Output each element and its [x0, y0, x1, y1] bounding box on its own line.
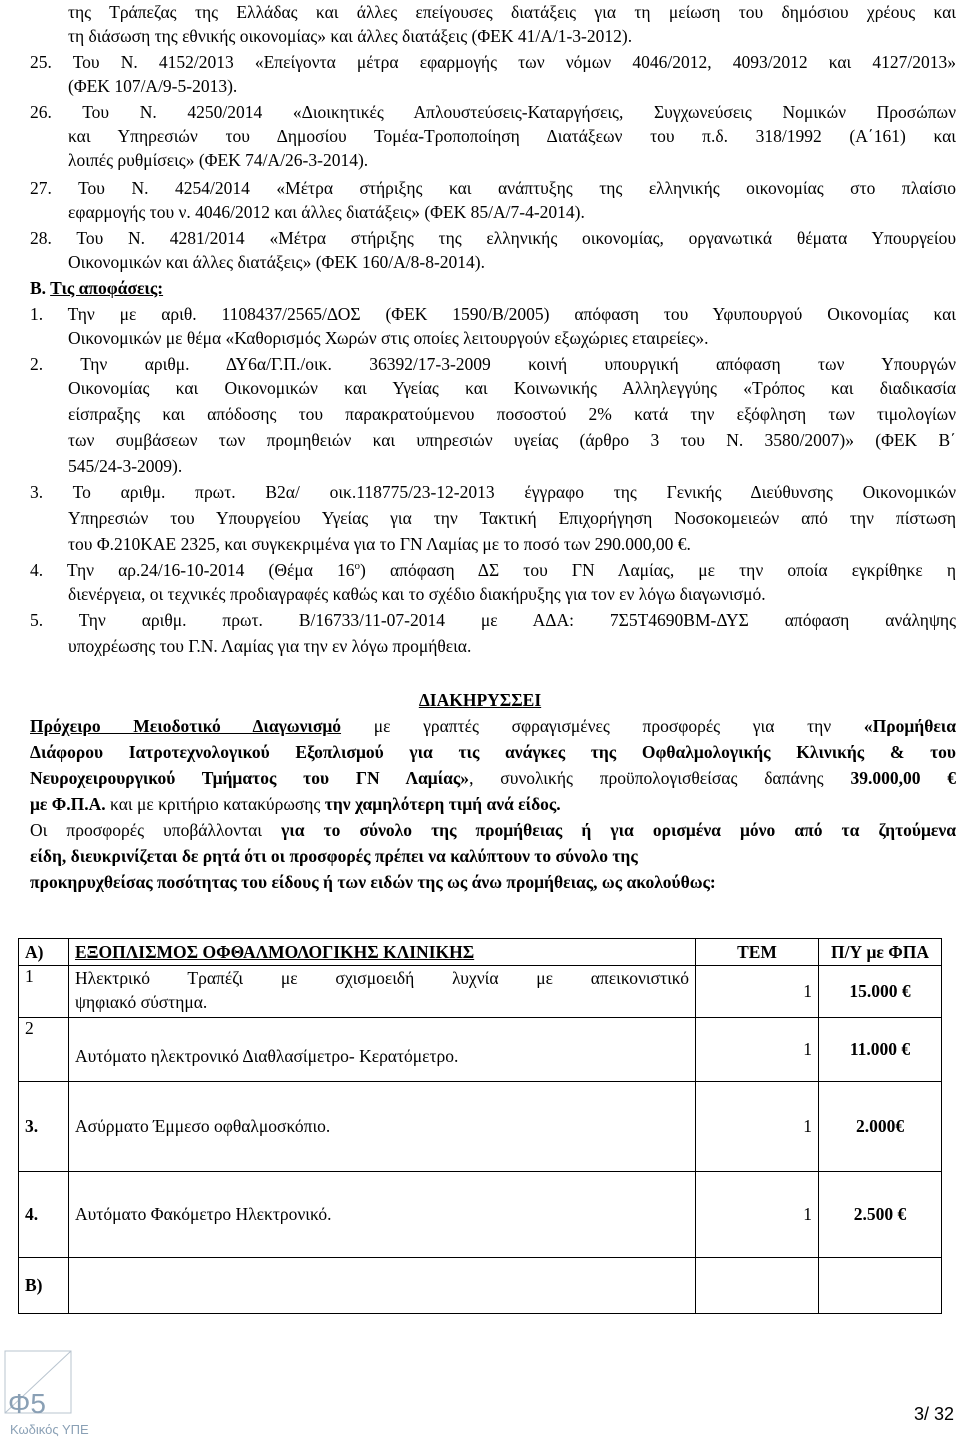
text-line: διενέργεια, οι τεχνικές προδιαγραφές καθώς και το σχέδιο διακήρυξης για τον εν λόγω διαγωνισμό. [68, 584, 766, 604]
row-price: 11.000 € [819, 1018, 942, 1082]
table-row [19, 1172, 942, 1258]
text-segment: , συνολικής προϋπολογισθείσας δαπάνης [469, 768, 851, 788]
header-cell: ΕΞΟΠΛΙΣΜΟΣ ΟΦΘΑΛΜΟΛΟΓΙΚΗΣ ΚΛΙΝΙΚΗΣ [69, 939, 696, 966]
row-price: 2.500 € [819, 1172, 942, 1258]
text-segment: 39.000,00 € [850, 768, 957, 788]
declaration-para [30, 766, 956, 790]
row-description: Ασύρματο Έμμεσο οφθαλμοσκόπιο. [69, 1082, 696, 1172]
text-segment: με Φ.Π.Α. [30, 794, 106, 814]
page-number: 3/ 32 [913, 1404, 954, 1424]
text-segment: «Προμήθεια [863, 716, 956, 736]
text-line: των συμβάσεων των προμηθειών και υπηρεσιών υγείας (άρθρο 3 του Ν. 3580/2007)» (ΦΕΚ Β΄ [68, 430, 956, 450]
text-line: Οικονομίας και Οικονομικών και Υγείας και Κοινωνικής Αλληλεγγύης «Τρόπος και διαδικασία [68, 378, 956, 398]
text-line: Υπηρεσιών του Υπουργείου Υγείας για την Τακτική Επιχορήγηση Νοσοκομειεών από την πίστωση [68, 508, 956, 528]
description-line: Ηλεκτρικό Τραπέζι με σχισμοειδή λυχνία με απεικονιστικό [75, 968, 689, 988]
row-description: Αυτόματο ηλεκτρονικό Διαθλασίμετρο- Κερατόμετρο. [69, 1018, 696, 1082]
header-cell: ΤΕΜ [696, 939, 819, 966]
table-row [19, 966, 942, 1018]
text-line: εφαρμογής του ν. 4046/2012 και άλλες διατάξεις» (ΦΕΚ 85/Α/7-4-2014). [68, 202, 585, 222]
decision-item-3: 3. Το αριθμ. πρωτ. Β2α/ οικ.118775/23-12-2013 έγγραφο της Γενικής Διεύθυνσης Οικονομικών [30, 482, 956, 502]
header-cell: Π/Υ με ΦΠΑ [819, 939, 942, 966]
text-line: Οικονομικών και άλλες διατάξεις» (ΦΕΚ 160/Α/8-8-2014). [68, 252, 485, 272]
description-line: ψηφιακό σύστημα. [75, 992, 208, 1012]
text-line: λοιπές ρυθμίσεις» (ΦΕΚ 74/Α/26-3-2014). [68, 150, 369, 170]
row-number: 2 [19, 1018, 69, 1082]
text-segment: Πρόχειρο Μειοδοτικό Διαγωνισμό [30, 716, 342, 736]
row-quantity: 1 [696, 966, 819, 1018]
text-line: είσπραξης και απόδοσης του παρακρατούμενου ποσοστού 2% κατά την εξόφληση των τιμολογίων [68, 404, 956, 424]
text-segment: ) απόφαση ΔΣ του ΓΝ Λαμίας, με την οποία εγκρίθηκε η [360, 560, 956, 580]
declaration-para [30, 818, 956, 842]
section-b-heading [30, 276, 918, 300]
text-line: 545/24-3-2009). [68, 456, 183, 476]
table-row [19, 1018, 942, 1082]
row-quantity: 1 [696, 1172, 819, 1258]
list-item-26: 26. Του Ν. 4250/2014 «Διοικητικές Απλουστεύσεις-Καταργήσεις, Συγχωνεύσεις Νομικών Προσώπων [30, 102, 956, 122]
declaration-heading: ΔΙΑΚΗΡΥΣΣΕΙ [418, 690, 542, 710]
text-line: Οικονομικών με θέμα «Καθορισμός Χωρών στις οποίες λειτουργούν εξωχώριες εταιρείες». [68, 328, 709, 348]
section-b-label: Β. [30, 278, 51, 298]
form-code: Φ5 [8, 1388, 46, 1419]
superscript: ο [354, 560, 361, 573]
declaration-para: προκηρυχθείσας ποσότητας του είδους ή των ειδών της ως άνω προμήθειας, ως ακολούθως: [30, 872, 716, 892]
text-segment: Οι προσφορές υποβάλλονται [30, 820, 282, 840]
empty-cell [696, 1258, 819, 1314]
row-number: 3. [19, 1082, 69, 1172]
row-number: 4. [19, 1172, 69, 1258]
list-item-27: 27. Του Ν. 4254/2014 «Μέτρα στήριξης και ανάπτυξης της ελληνικής οικονομίας στο πλαίσιο [30, 178, 956, 198]
declaration-para [30, 714, 956, 738]
row-description: Αυτόματο Φακόμετρο Ηλεκτρονικό. [69, 1172, 696, 1258]
table-row [19, 1258, 942, 1314]
text-line: τη διάσωση της εθνικής οικονομίας» και άλλες διατάξεις (ΦΕΚ 41/Α/1-3-2012). [68, 26, 633, 46]
text-segment: 4. Την αρ.24/16-10-2014 (Θέμα 16 [30, 560, 355, 580]
text-segment: με γραπτές σφραγισμένες προσφορές για την [341, 716, 864, 736]
table-header-row [19, 939, 942, 966]
list-item-28: 28. Του Ν. 4281/2014 «Μέτρα στήριξης της ελληνικής οικονομίας, οργανωτικά θέματα Υπουργείου [30, 228, 956, 248]
decision-item-2: 2. Την αριθμ. ΔΥ6α/Γ.Π./οικ. 36392/17-3-2009 κοινή υπουργική απόφαση των Υπουργών [30, 354, 956, 374]
header-cell: Α) [19, 939, 69, 966]
empty-cell [69, 1258, 696, 1314]
text-line: (ΦΕΚ 107/Α/9-5-2013). [68, 76, 238, 96]
row-quantity: 1 [696, 1082, 819, 1172]
row-description [69, 966, 696, 1018]
text-segment: την χαμηλότερη τιμή ανά είδος. [324, 794, 561, 814]
decision-item-4 [30, 558, 956, 582]
form-code-label: Κωδικός ΥΠΕ [10, 1422, 89, 1437]
list-item-25: 25. Του Ν. 4152/2013 «Επείγοντα μέτρα εφαρμογής των νόμων 4046/2012, 4093/2012 και 4127/2013» [30, 52, 956, 72]
empty-cell [819, 1258, 942, 1314]
row-price: 15.000 € [819, 966, 942, 1018]
row-quantity: 1 [696, 1018, 819, 1082]
text-segment: και με κριτήριο κατακύρωσης [105, 794, 325, 814]
text-line: υποχρέωσης του Γ.Ν. Λαμίας για την εν λόγω προμήθεια. [68, 636, 472, 656]
equipment-table [18, 938, 942, 1314]
text-segment: για το σύνολο της προμήθειας ή για ορισμένα μόνο από τα ζητούμενα [281, 820, 956, 840]
decision-item-1: 1. Την με αριθ. 1108437/2565/ΔΟΣ (ΦΕΚ 1590/Β/2005) απόφαση του Υφυπουργού Οικονομίας και [30, 304, 956, 324]
declaration-para: Διάφορου Ιατροτεχνολογικού Εξοπλισμού για τις ανάγκες της Οφθαλμολογικής Κλινικής & του [30, 742, 956, 762]
declaration-para: είδη, διευκρινίζεται δε ρητά ότι οι προσφορές πρέπει να καλύπτουν το σύνολο της [30, 846, 638, 866]
decisions-heading: Τις αποφάσεις: [50, 278, 164, 298]
text-line: του Φ.210ΚΑΕ 2325, και συγκεκριμένα για το ΓΝ Λαμίας με το ποσό των 290.000,00 €. [68, 534, 691, 554]
declaration-para [30, 792, 918, 816]
text-line: και Υπηρεσιών του Δημοσίου Τομέα-Τροποποίηση Διατάξεων του π.δ. 318/1992 (Α΄161) και [68, 126, 956, 146]
row-number: 1 [19, 966, 69, 1018]
table-row [19, 1082, 942, 1172]
text-segment: Νευροχειρουργικού Τμήματος του ΓΝ Λαμίας» [30, 768, 470, 788]
text-line: της Τράπεζας της Ελλάδας και άλλες επείγουσες διατάξεις για τη μείωση του δημόσιου χρέους και [68, 2, 956, 22]
decision-item-5: 5. Την αριθμ. πρωτ. Β/16733/11-07-2014 με ΑΔΑ: 7Σ5Τ4690ΒΜ-ΔΥΣ απόφαση ανάληψης [30, 610, 956, 630]
section-b-cell: Β) [19, 1258, 69, 1314]
row-price: 2.000€ [819, 1082, 942, 1172]
